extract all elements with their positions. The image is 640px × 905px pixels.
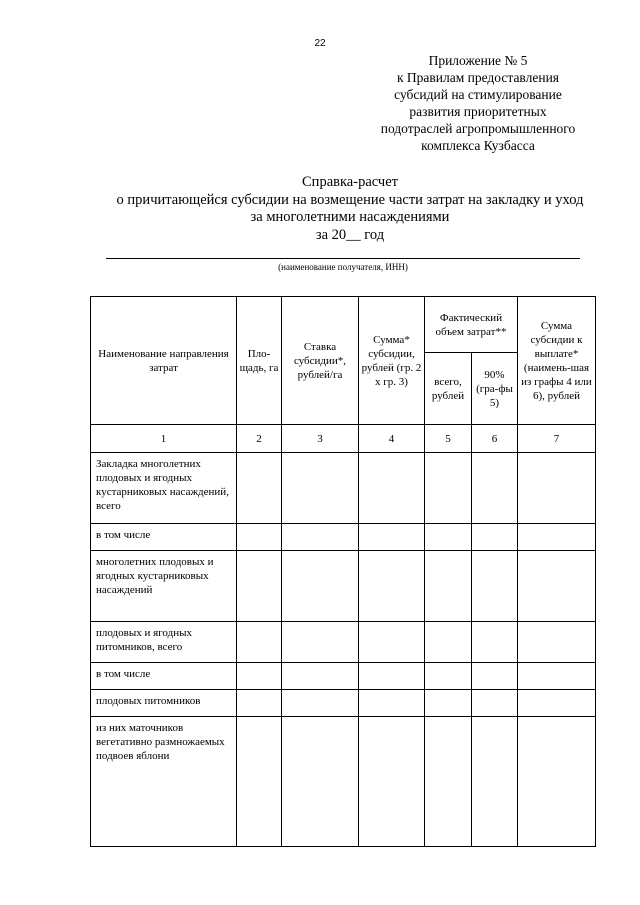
- table-cell: [472, 524, 518, 551]
- column-numbers-row: [91, 425, 596, 453]
- row-label: плодовых питомников: [91, 690, 237, 717]
- table-cell: [472, 717, 518, 847]
- table-cell: [237, 524, 282, 551]
- table-cell: [472, 663, 518, 690]
- appendix-line: Приложение № 5: [428, 53, 528, 68]
- table-cell: [425, 663, 472, 690]
- appendix-line: комплекса Кузбасса: [421, 138, 535, 153]
- appendix-line: подотраслей агропромышленного: [380, 121, 576, 136]
- page-number: 22: [314, 38, 326, 49]
- table-cell: [472, 690, 518, 717]
- table-cell: [359, 717, 425, 847]
- table-row: [91, 524, 596, 551]
- header-direction: Наименование направления затрат: [91, 297, 237, 425]
- column-number: 4: [359, 425, 425, 453]
- table-cell: [282, 717, 359, 847]
- table-cell: [359, 524, 425, 551]
- table-cell: [237, 453, 282, 524]
- document-title: [60, 174, 640, 244]
- table-cell: [518, 524, 596, 551]
- row-label: многолетних плодовых и ягодных кустарниковых насаждений: [91, 551, 237, 622]
- title-line-3: за многолетними насаждениями: [250, 209, 450, 225]
- header-total: всего, рублей: [425, 353, 472, 425]
- column-number: 2: [237, 425, 282, 453]
- table-cell: [359, 690, 425, 717]
- recipient-caption: (наименование получателя, ИНН): [278, 262, 408, 272]
- title-line-1: Справка-расчет: [302, 174, 398, 190]
- table-cell: [518, 622, 596, 663]
- row-label: в том числе: [91, 663, 237, 690]
- column-number: 3: [282, 425, 359, 453]
- table-cell: [518, 717, 596, 847]
- table-row: [91, 453, 596, 524]
- table-cell: [425, 453, 472, 524]
- table-row: [91, 663, 596, 690]
- table-cell: [282, 690, 359, 717]
- table-cell: [359, 453, 425, 524]
- table-cell: [472, 622, 518, 663]
- column-number: 6: [472, 425, 518, 453]
- column-number: 1: [91, 425, 237, 453]
- table-cell: [425, 717, 472, 847]
- title-line-4: за 20__ год: [315, 226, 385, 243]
- column-number: 7: [518, 425, 596, 453]
- table-cell: [282, 663, 359, 690]
- header-subsidy-sum: Сумма* субсидии, рублей (гр. 2 х гр. 3): [359, 297, 425, 425]
- table-cell: [237, 622, 282, 663]
- table-cell: [237, 551, 282, 622]
- row-label: плодовых и ягодных питомников, всего: [91, 622, 237, 663]
- table-cell: [518, 453, 596, 524]
- appendix-line: к Правилам предоставления: [396, 70, 560, 85]
- table-cell: [237, 663, 282, 690]
- table-cell: [359, 551, 425, 622]
- appendix-line: субсидий на стимулирование: [394, 87, 562, 102]
- table-cell: [425, 690, 472, 717]
- table-cell: [518, 663, 596, 690]
- header-area: Пло-щадь, га: [237, 297, 282, 425]
- header-payout: Сумма субсидии к выплате* (наимень-шая из графы 4 или 6), рублей: [518, 297, 596, 425]
- row-label: из них маточников вегетативно размножаемых подвоев яблони: [91, 717, 237, 847]
- table-cell: [282, 524, 359, 551]
- title-line-2: о причитающейся субсидии на возмещение части затрат на закладку и уход: [116, 191, 584, 208]
- table-row: [91, 717, 596, 847]
- table-cell: [425, 524, 472, 551]
- table-cell: [425, 551, 472, 622]
- table-cell: [472, 453, 518, 524]
- header-ninety-percent: 90% (гра-фы 5): [472, 353, 518, 425]
- column-number: 5: [425, 425, 472, 453]
- table-cell: [282, 622, 359, 663]
- table-cell: [359, 622, 425, 663]
- table-cell: [237, 690, 282, 717]
- table-cell: [518, 551, 596, 622]
- recipient-fill-line: [106, 258, 580, 259]
- table-cell: [282, 551, 359, 622]
- table-cell: [472, 551, 518, 622]
- header-rate: Ставка субсидии*, рублей/га: [282, 297, 359, 425]
- table-cell: [518, 690, 596, 717]
- table-cell: [359, 663, 425, 690]
- appendix-line: развития приоритетных: [409, 104, 547, 119]
- header-actual-costs: Фактический объем затрат**: [425, 297, 518, 353]
- table-cell: [237, 717, 282, 847]
- calculation-table: [90, 296, 596, 847]
- table-row: [91, 551, 596, 622]
- table-row: [91, 622, 596, 663]
- table-cell: [282, 453, 359, 524]
- table-cell: [425, 622, 472, 663]
- row-label: Закладка многолетних плодовых и ягодных кустарниковых насаждений, всего: [91, 453, 237, 524]
- row-label: в том числе: [91, 524, 237, 551]
- table-row: [91, 690, 596, 717]
- appendix-block: [360, 52, 596, 154]
